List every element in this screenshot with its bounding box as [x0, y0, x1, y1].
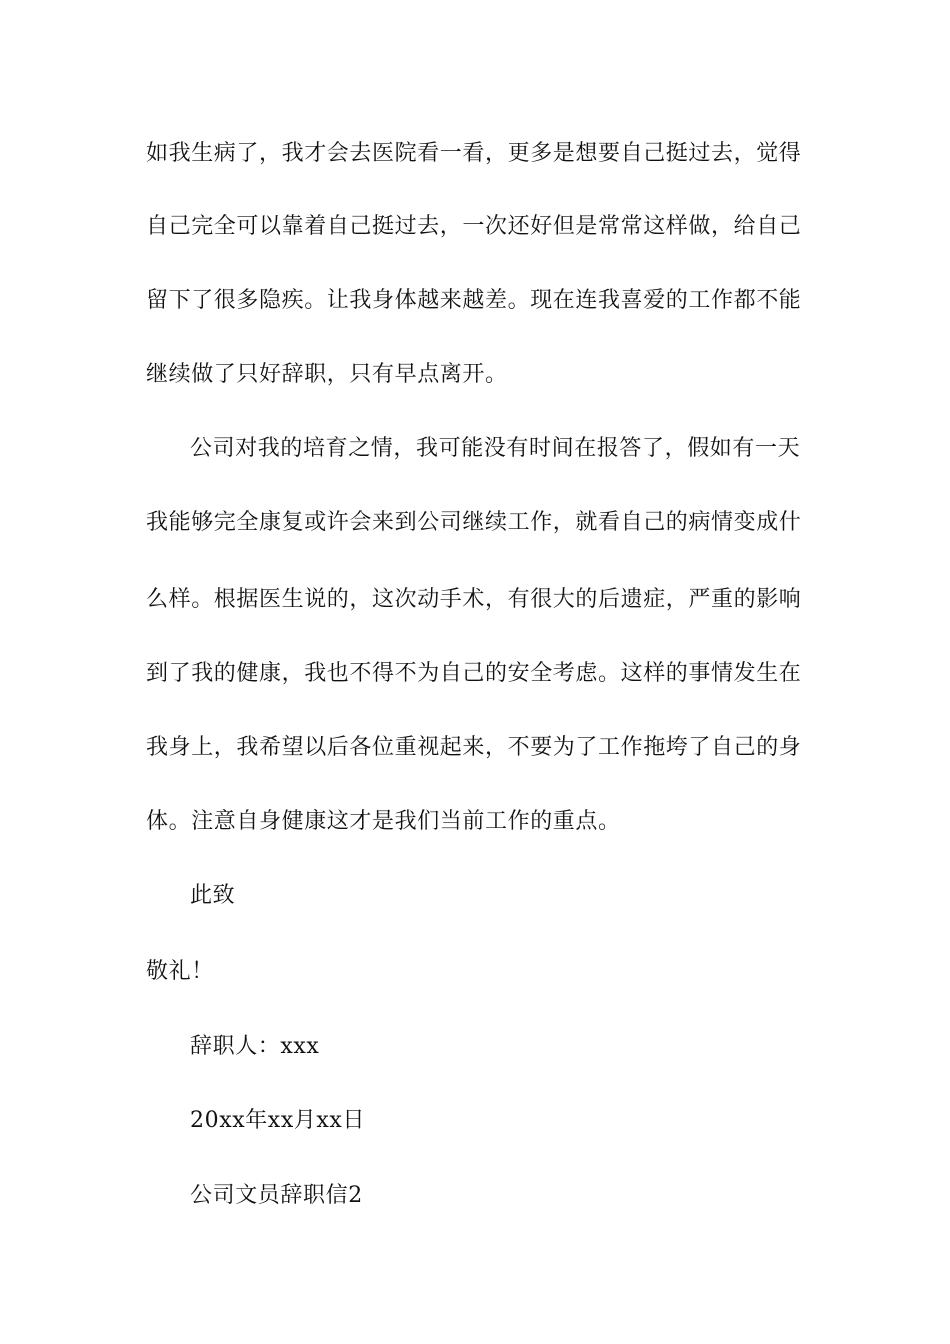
- paragraph-line: 体。注意自身健康这才是我们当前工作的重点。: [146, 809, 621, 834]
- date-line: 20xx年xx月xx日: [190, 1108, 366, 1133]
- paragraph-line: 继续做了只好辞职，只有早点离开。: [146, 362, 508, 387]
- next-letter-title: 公司文员辞职信2: [190, 1183, 363, 1208]
- paragraph-line: 公司对我的培育之情，我可能没有时间在报答了，假如有一天: [190, 436, 801, 461]
- paragraph-line: 我能够完全康复或许会来到公司继续工作，就看自己的病情变成什: [146, 510, 802, 535]
- salute-text: 敬礼！: [146, 959, 214, 984]
- paragraph-line: 自己完全可以靠着自己挺过去，一次还好但是常常这样做，给自己: [146, 214, 802, 239]
- signer-line: 辞职人：xxx: [190, 1034, 320, 1059]
- paragraph-line: 我身上，我希望以后各位重视起来，不要为了工作拖垮了自己的身: [146, 735, 802, 760]
- paragraph-line: 么样。根据医生说的，这次动手术，有很大的后遗症，严重的影响: [146, 587, 802, 612]
- paragraph-line: 如我生病了，我才会去医院看一看，更多是想要自己挺过去，觉得: [146, 141, 802, 166]
- closing-text: 此致: [190, 883, 236, 908]
- paragraph-line: 到了我的健康，我也不得不为自己的安全考虑。这样的事情发生在: [146, 661, 802, 686]
- paragraph-line: 留下了很多隐疾。让我身体越来越差。现在连我喜爱的工作都不能: [146, 288, 802, 313]
